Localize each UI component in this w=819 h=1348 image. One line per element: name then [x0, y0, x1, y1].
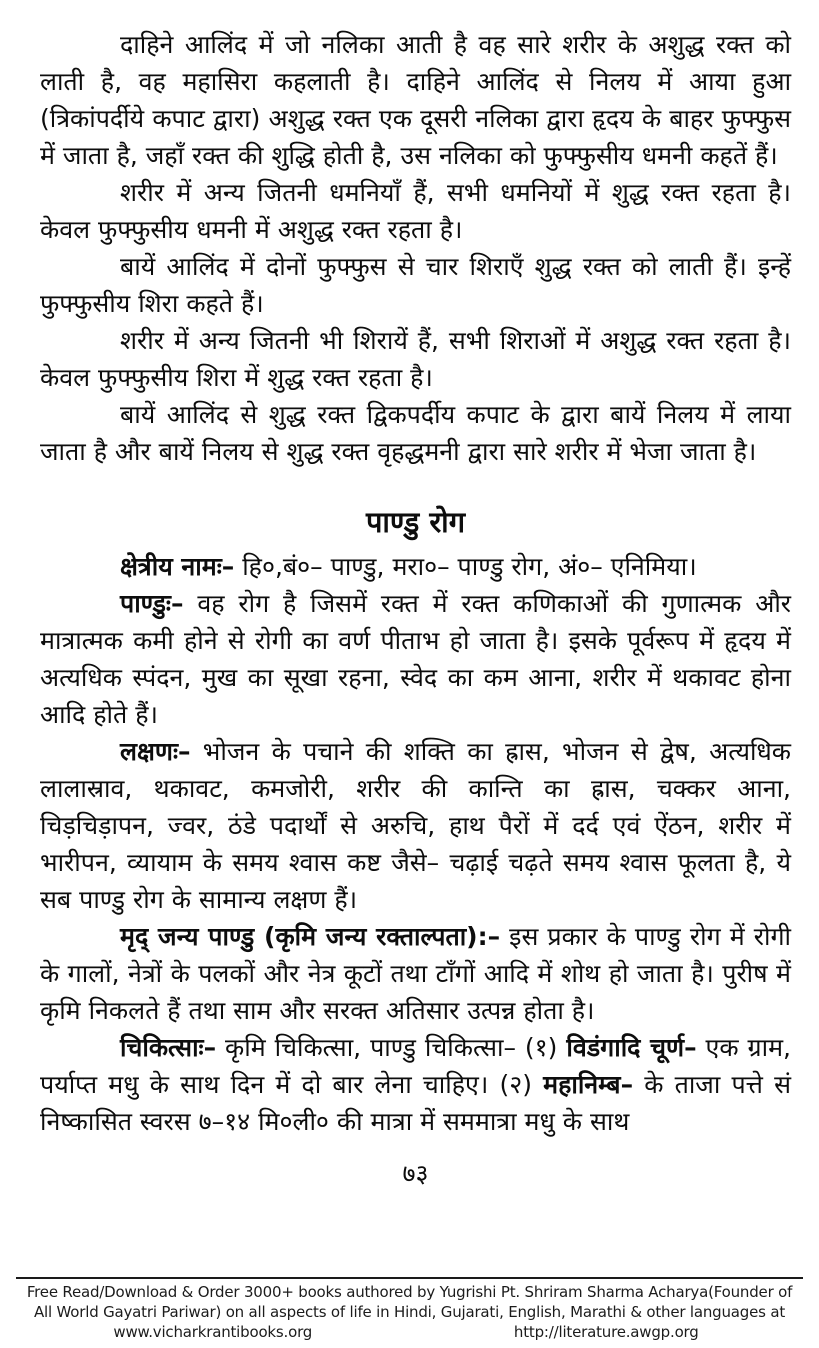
section-paragraph-soil-born-pandu	[40, 918, 791, 1029]
footer-url-vicharkrantibooks: www.vicharkrantibooks.org	[113, 1323, 313, 1341]
intro-paragraph-5: बायें आलिंद से शुद्ध रक्त द्विकपर्दीय कपाट के द्वारा बायें निलय में लाया जाता है और बायें निलय से शुद्ध रक्त वृहद्धमनी द्वारा सारे शरीर में भेजा जाता है।	[40, 400, 791, 466]
page-number: ७३	[402, 1159, 429, 1188]
remedy-name: विडंगादि चूर्ण–	[566, 1033, 697, 1062]
paragraph-text: इस प्रकार के पाण्डु रोग में रोगी के गालों, नेत्रों के पलकों और नेत्र कूटों तथा टाँगों आदि में शोथ हो जाता है। पुरीष में कृमि निकलते हैं तथा साम और सरक्त अतिसार उत्पन्न होता है।	[40, 922, 791, 1025]
footer-content	[16, 1277, 803, 1342]
remedy-name: महानिम्ब–	[543, 1070, 634, 1099]
paragraph-lead: लक्षणः–	[120, 737, 191, 766]
intro-paragraph-1: दाहिने आलिंद में जो नलिका आती है वह सारे शरीर के अशुद्ध रक्त को लाती है, वह महासिरा कहलाती है। दाहिने आलिंद से निलय में आया हुआ (त्रिकांपर्दीये कपाट द्वारा) अशुद्ध रक्त एक दूसरी नलिका द्वारा हृदय के बाहर फुफ्फुस में जाता है, जहाँ रक्त की शुद्धि होती है, उस नलिका को फुफ्फुसीय धमनी कहतें हैं।	[40, 30, 791, 170]
intro-paragraph-4: शरीर में अन्य जितनी भी शिरायें हैं, सभी शिराओं में अशुद्ध रक्त रहता है। केवल फुफ्फुसीय शिरा में शुद्ध रक्त रहता है।	[40, 326, 791, 392]
paragraph-text: भोजन के पचाने की शक्ति का ह्रास, भोजन से द्वेष, अत्यधिक लालास्राव, थकावट, कमजोरी, शरीर की कान्ति का ह्रास, चक्कर आना, चिड़चिड़ापन, ज्वर, ठंडे पदार्थों से अरुचि, हाथ पैरों में दर्द एवं ऐंठन, शरीर में भारीपन, व्यायाम के समय श्वास कष्ट जैसे– चढ़ाई चढ़ते समय श्वास फूलता है, ये सब पाण्डु रोग के सामान्य लक्षण हैं।	[40, 737, 791, 914]
paragraph-lead: मृद् जन्य पाण्डु (कृमि जन्य रक्ताल्पता):–	[120, 922, 501, 951]
paragraph-lead: चिकित्साः–	[120, 1033, 217, 1062]
paragraph-text: के ताजा पत्ते सं निष्कासित स्वरस ७–१४ मि०ली० की मात्रा में सममात्रा मधु के साथ	[40, 1070, 791, 1136]
section-paragraph-treatment	[40, 1029, 791, 1140]
page-footer	[0, 1277, 819, 1348]
footer-text-line-2: All World Gayatri Pariwar) on all aspects of life in Hindi, Gujarati, English, Marathi & other languages at	[33, 1303, 786, 1321]
footer-text-line-1: Free Read/Download & Order 3000+ books authored by Yugrishi Pt. Shriram Sharma Acharya(Founder of	[26, 1283, 793, 1301]
paragraph-text: हि०,बं०– पाण्डु, मरा०– पाण्डु रोग, अं०– एनिमिया।	[234, 552, 697, 581]
intro-paragraph-3: बायें आलिंद में दोनों फुफ्फुस से चार शिराएँ शुद्ध रक्त को लाती हैं। इन्हें फुफ्फुसीय शिरा कहते हैं।	[40, 252, 791, 318]
paragraph-text: कृमि चिकित्सा, पाण्डु चिकित्सा– (१)	[216, 1033, 567, 1062]
paragraph-lead: क्षेत्रीय नामः–	[120, 552, 235, 581]
intro-paragraph-2: शरीर में अन्य जितनी धमनियाँ हैं, सभी धमनियों में शुद्ध रक्त रहता है। केवल फुफ्फुसीय धमनी में अशुद्ध रक्त रहता है।	[40, 178, 791, 244]
paragraph-text: वह रोग है जिसमें रक्त में रक्त कणिकाओं की गुणात्मक और मात्रात्मक कमी होने से रोगी का वर्ण पीताभ हो जाता है। इसके पूर्वरूप में हृदय में अत्यधिक स्पंदन, मुख का सूखा रहना, स्वेद का कम आना, शरीर में थकावट होना आदि होते हैं।	[40, 589, 791, 729]
footer-links-row	[16, 1322, 803, 1342]
section-paragraph-definition	[40, 585, 791, 733]
footer-url-awgp-literature: http://literature.awgp.org	[513, 1323, 699, 1341]
paragraph-lead: पाण्डुः–	[120, 589, 184, 618]
section-paragraph-symptoms	[40, 733, 791, 918]
section-heading: पाण्डु रोग	[365, 505, 466, 539]
section-paragraph-regional-names	[40, 548, 791, 585]
paragraph-text: एक ग्राम, पर्याप्त मधु के साथ दिन में दो बार लेना चाहिए। (२)	[40, 1033, 791, 1099]
